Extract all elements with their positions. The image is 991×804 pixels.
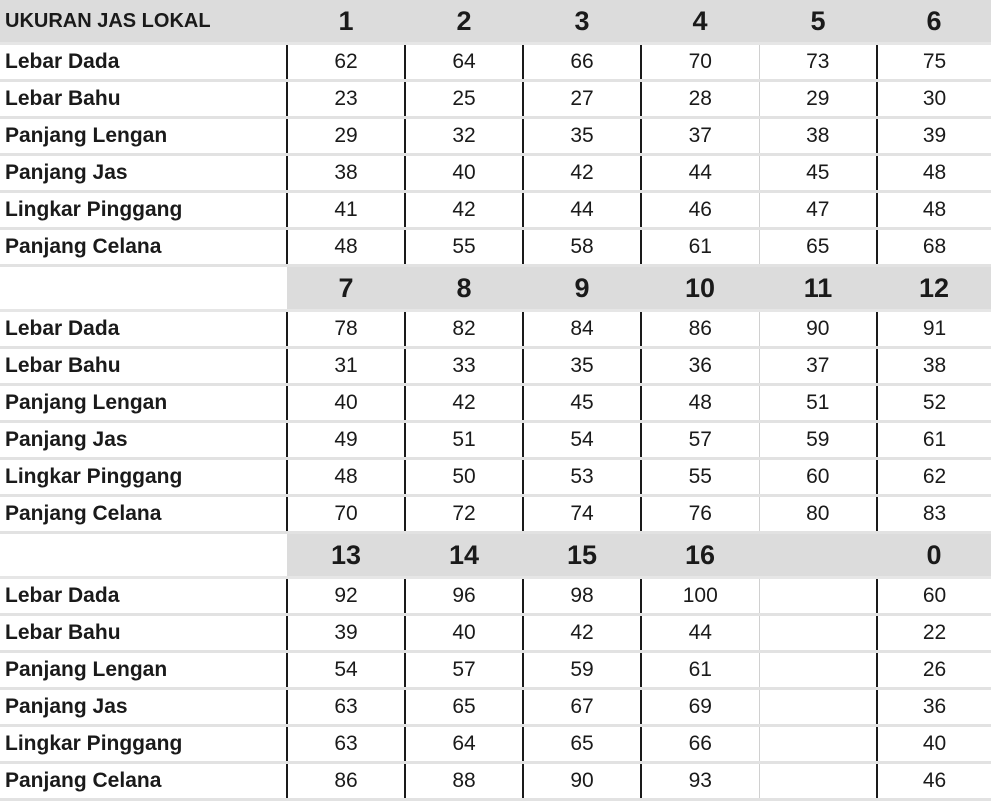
table-row <box>0 726 991 763</box>
size-header-cell: 11 <box>759 266 877 311</box>
measurement-value: 91 <box>877 311 991 348</box>
measurement-value: 44 <box>641 615 759 652</box>
measurement-value: 57 <box>641 422 759 459</box>
measurement-value: 58 <box>523 229 641 266</box>
measurement-value: 37 <box>759 348 877 385</box>
size-header-cell: 2 <box>405 0 523 44</box>
measurement-value: 74 <box>523 496 641 533</box>
measurement-value: 39 <box>287 615 405 652</box>
measurement-value: 73 <box>759 44 877 81</box>
measurement-value: 35 <box>523 118 641 155</box>
measurement-value: 42 <box>405 385 523 422</box>
measurement-value: 23 <box>287 81 405 118</box>
measurement-value: 53 <box>523 459 641 496</box>
measurement-value: 29 <box>759 81 877 118</box>
measurement-label: Lebar Dada <box>0 578 287 615</box>
measurement-value <box>759 726 877 763</box>
size-header-cell: 1 <box>287 0 405 44</box>
table-row <box>0 348 991 385</box>
table-row <box>0 615 991 652</box>
size-header-cell: 6 <box>877 0 991 44</box>
measurement-value: 46 <box>641 192 759 229</box>
table-row <box>0 81 991 118</box>
size-header-cell: 13 <box>287 533 405 578</box>
measurement-value: 60 <box>877 578 991 615</box>
measurement-value: 90 <box>523 763 641 800</box>
measurement-value: 26 <box>877 652 991 689</box>
table-row <box>0 689 991 726</box>
measurement-label: Lingkar Pinggang <box>0 459 287 496</box>
measurement-value: 62 <box>287 44 405 81</box>
measurement-value: 63 <box>287 726 405 763</box>
measurement-value: 38 <box>287 155 405 192</box>
measurement-value: 57 <box>405 652 523 689</box>
table-row <box>0 311 991 348</box>
measurement-value: 61 <box>641 652 759 689</box>
measurement-value: 68 <box>877 229 991 266</box>
measurement-label: Lebar Dada <box>0 44 287 81</box>
measurement-value: 66 <box>523 44 641 81</box>
measurement-value: 48 <box>877 155 991 192</box>
measurement-value: 75 <box>877 44 991 81</box>
size-header-row <box>0 533 991 578</box>
measurement-value: 35 <box>523 348 641 385</box>
measurement-label: Panjang Lengan <box>0 385 287 422</box>
measurement-value: 80 <box>759 496 877 533</box>
measurement-value: 84 <box>523 311 641 348</box>
header-blank-cell <box>0 533 287 578</box>
measurement-value: 37 <box>641 118 759 155</box>
measurement-value: 47 <box>759 192 877 229</box>
size-header-cell: 3 <box>523 0 641 44</box>
size-header-row <box>0 0 991 44</box>
measurement-label: Panjang Celana <box>0 496 287 533</box>
size-header-cell: 9 <box>523 266 641 311</box>
measurement-value: 92 <box>287 578 405 615</box>
measurement-value: 78 <box>287 311 405 348</box>
measurement-value: 48 <box>287 459 405 496</box>
header-blank-cell <box>0 266 287 311</box>
measurement-value: 51 <box>759 385 877 422</box>
measurement-value: 38 <box>759 118 877 155</box>
measurement-value: 45 <box>759 155 877 192</box>
measurement-label: Lebar Bahu <box>0 81 287 118</box>
measurement-value: 30 <box>877 81 991 118</box>
measurement-value: 42 <box>523 155 641 192</box>
measurement-value: 46 <box>877 763 991 800</box>
measurement-value: 98 <box>523 578 641 615</box>
size-header-cell: 8 <box>405 266 523 311</box>
measurement-value: 100 <box>641 578 759 615</box>
measurement-value: 51 <box>405 422 523 459</box>
measurement-value <box>759 578 877 615</box>
measurement-value: 59 <box>759 422 877 459</box>
size-header-cell: 0 <box>877 533 991 578</box>
measurement-value: 60 <box>759 459 877 496</box>
measurement-value: 61 <box>641 229 759 266</box>
measurement-label: Panjang Celana <box>0 229 287 266</box>
measurement-value: 48 <box>877 192 991 229</box>
measurement-value: 32 <box>405 118 523 155</box>
measurement-value: 63 <box>287 689 405 726</box>
measurement-value: 65 <box>405 689 523 726</box>
measurement-value: 39 <box>877 118 991 155</box>
measurement-label: Lingkar Pinggang <box>0 726 287 763</box>
measurement-value: 67 <box>523 689 641 726</box>
measurement-label: Lebar Dada <box>0 311 287 348</box>
measurement-value: 48 <box>287 229 405 266</box>
measurement-value: 25 <box>405 81 523 118</box>
table-row <box>0 459 991 496</box>
size-header-cell: 7 <box>287 266 405 311</box>
measurement-value: 69 <box>641 689 759 726</box>
measurement-value: 72 <box>405 496 523 533</box>
table-row <box>0 44 991 81</box>
measurement-value: 44 <box>641 155 759 192</box>
table-row <box>0 652 991 689</box>
measurement-value: 54 <box>287 652 405 689</box>
table-row <box>0 496 991 533</box>
measurement-value: 50 <box>405 459 523 496</box>
measurement-value: 55 <box>405 229 523 266</box>
measurement-label: Panjang Jas <box>0 155 287 192</box>
measurement-value: 27 <box>523 81 641 118</box>
size-header-cell: 14 <box>405 533 523 578</box>
size-header-cell: 15 <box>523 533 641 578</box>
size-header-cell <box>759 533 877 578</box>
table-row <box>0 118 991 155</box>
size-header-cell: 10 <box>641 266 759 311</box>
measurement-value <box>759 652 877 689</box>
measurement-value: 33 <box>405 348 523 385</box>
table-row <box>0 578 991 615</box>
measurement-label: Lebar Bahu <box>0 348 287 385</box>
table-row <box>0 763 991 800</box>
measurement-value: 96 <box>405 578 523 615</box>
table-row <box>0 229 991 266</box>
measurement-value: 42 <box>405 192 523 229</box>
measurement-value: 40 <box>405 615 523 652</box>
measurement-value: 64 <box>405 726 523 763</box>
measurement-value: 62 <box>877 459 991 496</box>
measurement-value: 36 <box>877 689 991 726</box>
measurement-value: 65 <box>759 229 877 266</box>
measurement-value: 93 <box>641 763 759 800</box>
measurement-value: 31 <box>287 348 405 385</box>
measurement-value: 42 <box>523 615 641 652</box>
measurement-value: 49 <box>287 422 405 459</box>
measurement-value: 44 <box>523 192 641 229</box>
measurement-value <box>759 615 877 652</box>
measurement-value: 54 <box>523 422 641 459</box>
measurement-value: 76 <box>641 496 759 533</box>
measurement-value: 40 <box>877 726 991 763</box>
measurement-value <box>759 689 877 726</box>
size-header-cell: 12 <box>877 266 991 311</box>
measurement-value: 45 <box>523 385 641 422</box>
measurement-value: 70 <box>641 44 759 81</box>
measurement-value: 66 <box>641 726 759 763</box>
measurement-value: 48 <box>641 385 759 422</box>
size-header-row <box>0 266 991 311</box>
measurement-value: 36 <box>641 348 759 385</box>
measurement-value: 61 <box>877 422 991 459</box>
size-header-cell: 4 <box>641 0 759 44</box>
measurement-value: 22 <box>877 615 991 652</box>
size-header-cell: 5 <box>759 0 877 44</box>
measurement-value: 86 <box>641 311 759 348</box>
measurement-value: 40 <box>287 385 405 422</box>
measurement-value: 29 <box>287 118 405 155</box>
measurement-value: 40 <box>405 155 523 192</box>
measurement-label: Panjang Jas <box>0 689 287 726</box>
measurement-value: 59 <box>523 652 641 689</box>
measurement-value: 41 <box>287 192 405 229</box>
measurement-value: 88 <box>405 763 523 800</box>
measurement-value: 70 <box>287 496 405 533</box>
measurement-label: Panjang Jas <box>0 422 287 459</box>
measurement-value: 55 <box>641 459 759 496</box>
table-row <box>0 192 991 229</box>
size-header-cell: 16 <box>641 533 759 578</box>
measurement-label: Lebar Bahu <box>0 615 287 652</box>
measurement-label: Lingkar Pinggang <box>0 192 287 229</box>
measurement-value: 52 <box>877 385 991 422</box>
measurement-value: 86 <box>287 763 405 800</box>
measurement-value: 82 <box>405 311 523 348</box>
measurement-value: 65 <box>523 726 641 763</box>
measurement-value <box>759 763 877 800</box>
table-row <box>0 155 991 192</box>
table-row <box>0 385 991 422</box>
measurement-label: Panjang Celana <box>0 763 287 800</box>
measurement-label: Panjang Lengan <box>0 118 287 155</box>
table-title: UKURAN JAS LOKAL <box>0 0 287 44</box>
table-row <box>0 422 991 459</box>
measurement-value: 38 <box>877 348 991 385</box>
measurement-value: 64 <box>405 44 523 81</box>
measurement-value: 90 <box>759 311 877 348</box>
measurement-value: 83 <box>877 496 991 533</box>
measurement-value: 28 <box>641 81 759 118</box>
measurement-label: Panjang Lengan <box>0 652 287 689</box>
